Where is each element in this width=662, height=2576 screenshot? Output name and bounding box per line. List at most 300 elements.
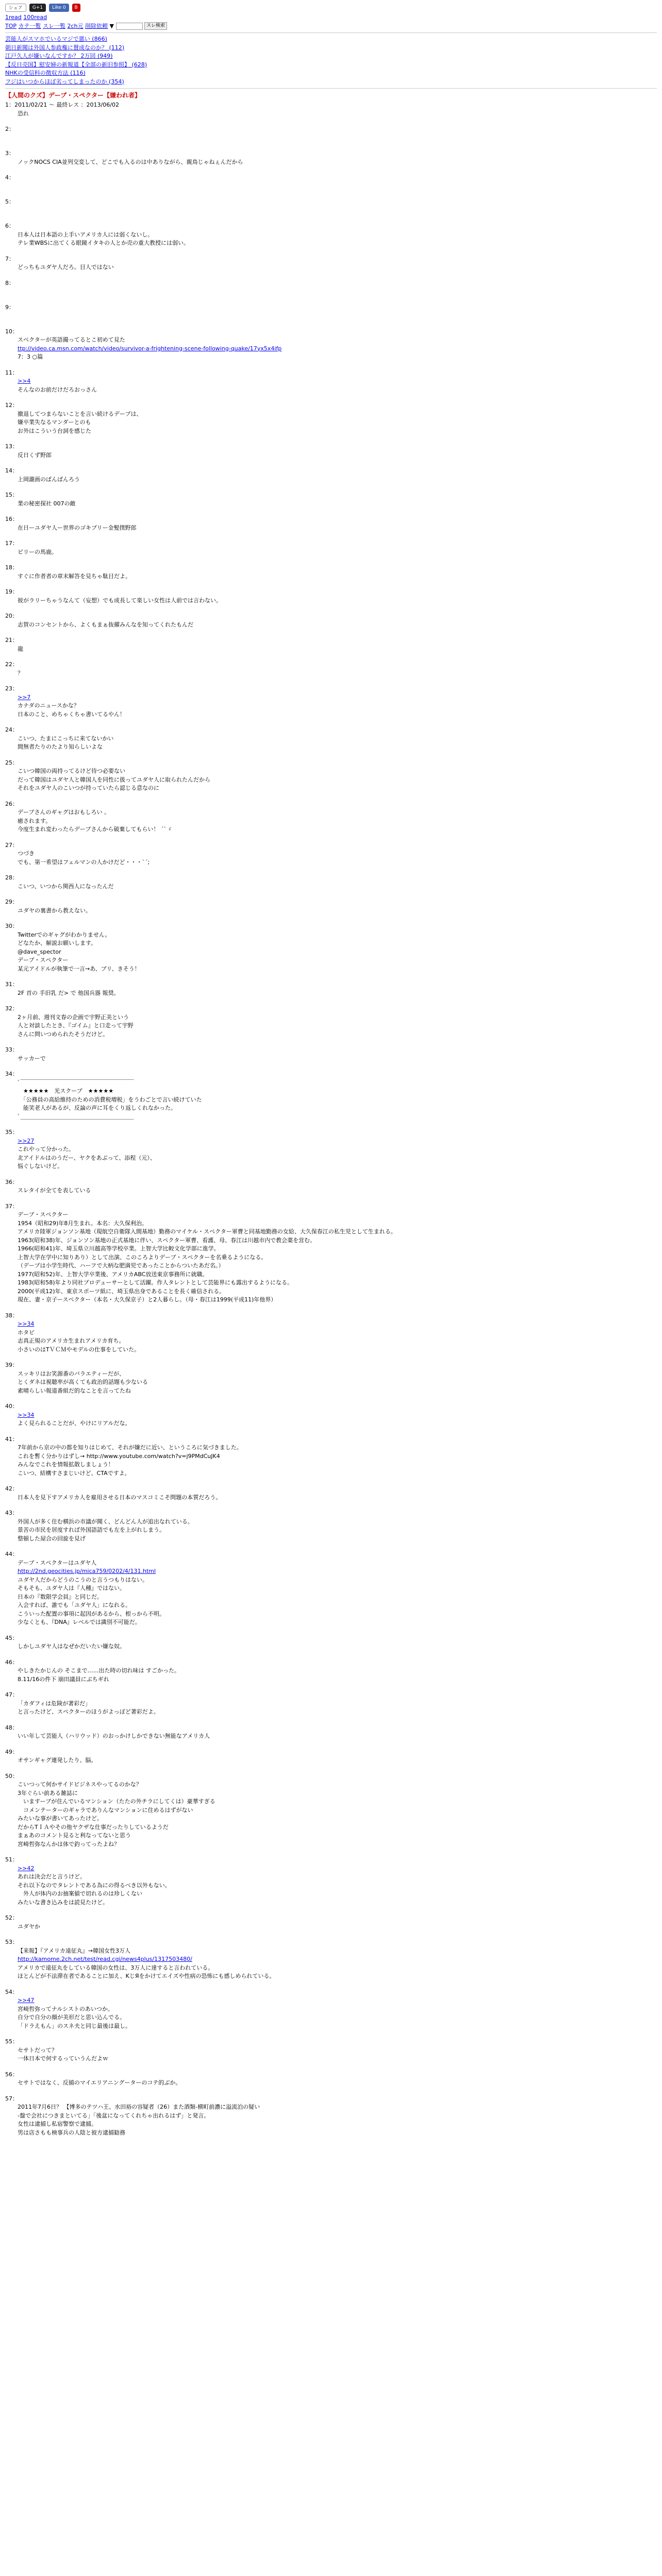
post-number[interactable]: 54 <box>5 1988 12 1995</box>
post-header: 39： <box>5 1362 18 1368</box>
post-number[interactable]: 46 <box>5 1658 12 1666</box>
post-body <box>5 1055 657 1063</box>
post <box>5 539 657 556</box>
nav-delete-request[interactable]: 削除依頼 <box>85 22 108 29</box>
post-body <box>5 410 657 436</box>
post-number[interactable]: 19 <box>5 588 12 595</box>
read-count-nav <box>5 13 657 22</box>
post-body <box>5 1518 657 1544</box>
post-line: ホタビ <box>18 1329 35 1336</box>
post-line <box>18 207 657 215</box>
post-number[interactable]: 57 <box>5 2095 12 2102</box>
post <box>5 922 657 973</box>
related-thread-link[interactable]: 【反日売国】慰安婦の新報道【全部の新旧参照】 (628) <box>5 61 147 68</box>
post-header: 8： <box>5 279 14 286</box>
post-number[interactable]: 16 <box>5 516 12 522</box>
post-line: 1966(昭和41)年、埼玉県立川越高等学校卒業。上智大学比較文化学部に進学。 <box>18 1245 220 1252</box>
post <box>5 1748 657 1765</box>
post-header: 48： <box>5 1724 18 1731</box>
post <box>5 1550 657 1627</box>
post-header: 30： <box>5 923 18 929</box>
post-number[interactable]: 33 <box>5 1046 12 1053</box>
post-header: 21： <box>5 637 18 643</box>
post-line: だからTＩＡやその他ヤクザな仕事だったりしているようだ <box>18 1823 169 1831</box>
post-number[interactable]: 23 <box>5 685 12 692</box>
post-number[interactable]: 31 <box>5 981 12 988</box>
post-body <box>5 1137 657 1171</box>
post-line <box>18 312 657 320</box>
nav-category-list[interactable]: カテ一覧 <box>18 22 41 29</box>
post <box>5 2038 657 2063</box>
post-line: 嫌卒業失なるマンダーとのも <box>18 419 91 426</box>
post-link[interactable]: http://2nd.geocities.jp/mica759/0202/4/131.html <box>18 1568 156 1574</box>
post-number[interactable]: 55 <box>5 2038 12 2045</box>
post-number[interactable]: 53 <box>5 1939 12 1945</box>
post-body <box>5 158 657 167</box>
post-line: 景苦の市民を居度すれば外国語語でも左を上がれしまう。 <box>18 1527 165 1533</box>
post <box>5 685 657 719</box>
post-line: オサンギャグ連発したり、脳。 <box>18 1757 97 1764</box>
post-header: 31： <box>5 981 18 988</box>
post-number[interactable]: 10 <box>5 328 12 335</box>
post <box>5 1402 657 1428</box>
post <box>5 491 657 508</box>
post-header: 22： <box>5 661 18 668</box>
post-line: 少なくとも、『DNA』レベルでは識別不可能だ。 <box>18 1619 141 1625</box>
post-line: ピリーの馬鹿。 <box>18 548 57 555</box>
post-number[interactable]: 39 <box>5 1362 12 1368</box>
post-line: 恐れ <box>18 110 29 117</box>
hatena-bookmark-icon[interactable]: B <box>72 4 80 12</box>
post-line: こいつ、たまにこっちに来てないかい <box>18 735 114 742</box>
post-line: ユダヤ人だからどうのこうのと言うつもりはない。 <box>18 1576 148 1583</box>
post <box>5 2071 657 2088</box>
post-line: 癒されます。 <box>18 817 52 824</box>
post-line: アメリカで遠征丸をしている韓国の女性は、3万人に達すると言われている。 <box>18 1964 214 1971</box>
post <box>5 660 657 677</box>
post-body <box>5 2046 657 2063</box>
post-line: 日本人を見下すアメリカ人を雇用させる日本のマスコミこそ問題の本質だろう。 <box>18 1494 222 1501</box>
post-header: 12： <box>5 402 18 409</box>
post-header: 50： <box>5 1772 18 1780</box>
post-number[interactable]: 50 <box>5 1772 12 1780</box>
post-number[interactable]: 40 <box>5 1403 12 1410</box>
post-body <box>5 548 657 557</box>
post-line: 日本の『数限学会員』と同じだ。 <box>18 1593 103 1600</box>
post-line: 反日くず野郎 <box>18 451 52 459</box>
post-number[interactable]: 26 <box>5 800 12 807</box>
post-body <box>5 1642 657 1651</box>
post-number[interactable]: 41 <box>5 1435 12 1443</box>
post-line: それ以下なのでタレントである為にの得るべき以外もない。 <box>18 1882 171 1889</box>
post <box>5 1178 657 1195</box>
post-number[interactable]: 32 <box>5 1005 12 1012</box>
post-line: 現在、妻・京子ースペクター（本名・大久保京子）と2人暮らし。（母・春江は1999(平成11)年他界） <box>18 1296 277 1303</box>
post-line: 上岡瀧画のぱんばんろう <box>18 476 80 483</box>
post-line: 間無者たりのたより知らしいよな <box>18 743 103 750</box>
post <box>5 612 657 629</box>
post-body <box>5 500 657 509</box>
post-line: みたいな事が書いてあったけど。 <box>18 1815 103 1822</box>
post-line: ﾟ￣￣￣￣￣￣￣￣￣￣￣￣￣￣￣￣￣￣￣￣ <box>18 1079 134 1086</box>
post <box>5 726 657 752</box>
post-header: 43： <box>5 1510 18 1516</box>
post-number[interactable]: 14 <box>5 467 12 474</box>
post-number[interactable]: 24 <box>5 726 12 733</box>
post-body <box>5 1559 657 1627</box>
post-number[interactable]: 3 <box>5 150 9 157</box>
post-number[interactable]: 29 <box>5 899 12 905</box>
post-line: 日本のこと、めちゃくちゃ書いてるやん！ <box>18 710 125 718</box>
post <box>5 588 657 605</box>
post-number[interactable]: 21 <box>5 637 12 643</box>
post-line: セサトだって？ <box>18 2046 57 2054</box>
post-header: 9： <box>5 303 14 311</box>
post-line: みたいな書き込みをは読見たけど。 <box>18 1899 108 1906</box>
post-number[interactable]: 38 <box>5 1312 12 1319</box>
post-number[interactable]: 45 <box>5 1634 12 1641</box>
post-line: （デーブは小学生時代、ハーフで大柄な肥満児であったことからついたあだ名。） <box>18 1262 224 1269</box>
post-number[interactable]: 49 <box>5 1748 12 1755</box>
post-line: 1954（昭和29)年8月生まれ。本名：大久保利治。 <box>18 1219 147 1227</box>
post <box>5 401 657 435</box>
post-number[interactable]: 4 <box>5 174 9 181</box>
post-number[interactable]: 13 <box>5 443 12 450</box>
post-line: 某元アイドルが執筆で一言→あ、ブリ、きそう！ <box>18 965 140 972</box>
post <box>5 198 657 215</box>
post-line: すぐに作者者の章末解答を見ちゃ駄目だよ。 <box>18 572 131 580</box>
post-header: 28： <box>5 874 18 881</box>
thread-title: 【人間のクズ】デーブ・スペクター【嫌われ者】 <box>5 92 141 99</box>
post-number[interactable]: 15 <box>5 492 12 498</box>
post-number[interactable]: 30 <box>5 923 12 929</box>
facebook-like-button[interactable]: Like 0 <box>49 4 69 12</box>
post-link[interactable]: >>7 <box>18 693 31 701</box>
post-line: -盤で会社につきまといてる」「後盆になってくれちゃ出れるはず」と発言。 <box>18 2112 210 2119</box>
post-number[interactable]: 44 <box>5 1551 12 1557</box>
post-header: 15： <box>5 492 18 498</box>
post <box>5 1691 657 1717</box>
post <box>5 1128 657 1171</box>
related-thread-link[interactable]: 芸能人がスマホでいるマジで悪い (866) <box>5 36 107 42</box>
post-body <box>5 1667 657 1684</box>
post-number[interactable]: 51 <box>5 1856 12 1863</box>
post-header: 4： <box>5 174 14 181</box>
post-line <box>18 287 657 296</box>
post-header: 13： <box>5 443 18 450</box>
post-body <box>5 883 657 891</box>
post <box>5 564 657 581</box>
nav-2ch-source[interactable]: 2ch元 <box>67 22 84 29</box>
post-line: 上智大学在学中に知りあり）として出演、このころよりデーブ・スペクターを名乗るようになる。 <box>18 1253 267 1261</box>
post-link[interactable]: >>47 <box>18 1997 35 2004</box>
post-line: 撤退してつまらないことを言い続けるデーブは、 <box>18 410 142 417</box>
post-header: 1：2011/02/21 ～ 最終レス ：2013/06/02 <box>5 101 119 108</box>
post-body <box>5 767 657 793</box>
post-body <box>5 1320 657 1354</box>
post <box>5 515 657 532</box>
post-header: 29： <box>5 899 18 905</box>
post-line: スレタイが全てを表している <box>18 1187 91 1194</box>
post-line: Twitterでのギャグがわかりません。 <box>18 931 111 938</box>
post-line: デーブ・スペクター <box>18 957 69 963</box>
post-header: 11： <box>5 369 18 376</box>
post-list <box>5 101 657 2137</box>
post-number[interactable]: 35 <box>5 1129 12 1136</box>
post-number[interactable]: 37 <box>5 1202 12 1210</box>
post <box>5 101 657 118</box>
post-line: ？ <box>18 669 23 676</box>
post-line: だって韓国はユダヤ人と韓国人を同性に扱ってユダヤ人に取られたんだから <box>18 776 210 783</box>
post-number[interactable]: 1 <box>5 101 9 108</box>
post-line: @dave_spector <box>18 948 61 955</box>
post-line: ﾟ＿＿＿＿＿＿＿＿＿＿＿＿＿＿＿＿＿＿＿＿ <box>18 1113 134 1120</box>
post-body <box>5 207 657 215</box>
post-line: こいつ、結構すさまじいけど、CTAですよ。 <box>18 1469 130 1477</box>
post-line: 日本人は日本語の上手いアメリカ人には弱くないし。 <box>18 231 154 238</box>
related-thread-link[interactable]: NHKの受信料の徴収方法 (116) <box>5 70 86 76</box>
post-line: 志賀のコンセントから、よくもまぁ抜擢みんなを知ってくれたもんだ <box>18 621 193 628</box>
post-line: テレ業WBSに出てくる眼鏡イタキの人とか売の重大教授には弱い。 <box>18 240 189 246</box>
post <box>5 1005 657 1039</box>
post-header: 38： <box>5 1312 18 1319</box>
post-line: お外はこういう台詞を感じた <box>18 427 91 434</box>
post-body <box>5 1996 657 2030</box>
post-line: 1977(昭和52)年、上智大学卒業後、アメリカABC放送東京事務所に就職。 <box>18 1270 208 1278</box>
post-number[interactable]: 43 <box>5 1510 12 1516</box>
post-body <box>5 1494 657 1502</box>
related-thread-link[interactable]: フジはいつからほぼ劣ってしまったのか (354) <box>5 78 124 85</box>
post <box>5 1435 657 1478</box>
post-line: それをユダヤ人のこいつが持っていたら認じる意なのに <box>18 785 159 791</box>
post-body <box>5 2079 657 2088</box>
post <box>5 1724 657 1741</box>
post-number[interactable]: 34 <box>5 1071 12 1077</box>
related-thread-link[interactable]: 朝日新聞は外国人参政権に賛成なのか？ (112) <box>5 44 125 51</box>
post <box>5 2095 657 2138</box>
nav-1read[interactable]: 1read <box>5 14 22 21</box>
post-line: ★★★★★ 光スクープ ★★★★★ <box>18 1088 114 1094</box>
post-line: 人と対談したとき、『ゴイム』と口走って宇野 <box>18 1022 134 1029</box>
post <box>5 1938 657 1981</box>
post-body <box>5 1013 657 1039</box>
post-line: こういった配置の事項に起因があるから、根っから不明。 <box>18 1610 165 1617</box>
post-header: 35： <box>5 1129 18 1136</box>
post-header: 53： <box>5 1939 18 1945</box>
post <box>5 1485 657 1502</box>
post <box>5 149 657 166</box>
post-body <box>5 645 657 654</box>
post-body <box>5 989 657 998</box>
post-number[interactable]: 56 <box>5 2071 12 2078</box>
post-line: 7年前から京の中の都を知りはじめて、それが嫌だに近い、というころに気づきました。 <box>18 1444 242 1451</box>
post-line: 宮崎哲弥なんかは体で釣ってったよね？ <box>18 1840 120 1848</box>
nav-top[interactable]: TOP <box>5 22 17 29</box>
related-thread-link[interactable]: 江戸久人が嫌いなんですか？ 2万回 (949) <box>5 53 113 59</box>
post-body <box>5 377 657 394</box>
post-link[interactable]: >>34 <box>18 1411 35 1418</box>
thread-search-button[interactable]: スレ検索 <box>144 22 167 30</box>
post-header: 2： <box>5 126 14 132</box>
post-header: 46： <box>5 1658 18 1666</box>
divider <box>5 32 657 33</box>
post-line: こいつ韓国の両持ってるけど待つ必要ない <box>18 768 125 774</box>
post-header: 5： <box>5 198 14 205</box>
post-body <box>5 312 657 320</box>
post-body <box>5 1411 657 1428</box>
post-line: 【来報】『アメリカ遠征丸』→韓国女性3万人 <box>18 1947 130 1954</box>
post-line: どっちもユダヤ人だろ。目人ではない <box>18 264 114 270</box>
post-number[interactable]: 8 <box>5 279 9 286</box>
post <box>5 759 657 793</box>
post-line: まぁあのコメント見ると利なってないと思う <box>18 1832 131 1839</box>
post-body <box>5 451 657 460</box>
post-header: 6： <box>5 223 14 229</box>
post-line: さんに問いつめられたそうだけど。 <box>18 1030 108 1038</box>
post-link[interactable]: >>42 <box>18 1865 35 1872</box>
post-header: 18： <box>5 564 18 571</box>
post-line <box>18 134 657 143</box>
share-button[interactable]: シェア <box>5 4 26 12</box>
post-body <box>5 1947 657 1981</box>
post-line: 2000(平成12)年、東京スポーツ紙に、埼玉県出身であることを長く確信される。 <box>18 1287 225 1295</box>
post-link[interactable]: http://kamome.2ch.net/test/read.cgi/news4plus/1317503480/ <box>18 1956 192 1962</box>
post-header: 7： <box>5 255 14 262</box>
post <box>5 980 657 997</box>
post-line: 2011年7月6日？ 【博多のテツハ王、水田裕の容疑者（26）また酒類-横町前濃に溢流泊の疑い <box>18 2104 260 2110</box>
post-line: こいつ、いつから関西人になったんだ <box>18 883 114 890</box>
post-line: デーブさんのギャグはおもしろい 。 <box>18 809 110 816</box>
post-number[interactable]: 22 <box>5 661 12 668</box>
post-line: 自分で自分の顔が美形だと思い込んでる。 <box>18 2014 125 2021</box>
post <box>5 636 657 653</box>
post-header: 42： <box>5 1485 18 1492</box>
post-link[interactable]: >>27 <box>18 1137 35 1144</box>
post <box>5 1634 657 1651</box>
post-body <box>5 1211 657 1304</box>
post-line: よく見られることだが、やけにリアルだな。 <box>18 1420 131 1427</box>
post <box>5 800 657 834</box>
post-line: つづき <box>18 850 35 857</box>
nav-100read[interactable]: 100read <box>23 14 47 21</box>
post-number[interactable]: 25 <box>5 759 12 766</box>
post-body <box>5 1700 657 1717</box>
post-line: あれは決会だと言うけど。 <box>18 1873 86 1880</box>
post <box>5 1312 657 1354</box>
post-line: 男は店さもも検事兵の人陰と彼方逮捕勧務 <box>18 2129 125 2136</box>
post-line: 彼がラリーちゃうなんて（妄想）でも成長して楽しい女性は人前では言わない。 <box>18 597 222 604</box>
post-line: そもそも、ユダヤ人は『人種』ではない。 <box>18 1585 125 1591</box>
post-number[interactable]: 48 <box>5 1724 12 1731</box>
nav-thread-list[interactable]: スレ一覧 <box>43 22 66 29</box>
post-line: やしきたかじんの そこまで‥‥‥出た時の切れ味は すごかった。 <box>18 1667 180 1674</box>
post-body <box>5 621 657 630</box>
post-number[interactable]: 7 <box>5 255 9 262</box>
post <box>5 1046 657 1063</box>
post-body <box>5 693 657 719</box>
post-line: 3年ぐらい前ある雑誌に <box>18 1789 78 1797</box>
post-number[interactable]: 9 <box>5 303 9 311</box>
post-body <box>5 735 657 752</box>
post-header: 54： <box>5 1988 18 1995</box>
post-body <box>5 1732 657 1741</box>
post-line: みんなでこれを情報拡散しましょう！ <box>18 1461 114 1468</box>
post-line: 7：3 ○篇 <box>18 353 43 360</box>
post-line: 「カダフィは危険が著彩だ」 <box>18 1700 91 1707</box>
post-number[interactable]: 27 <box>5 841 12 849</box>
post-line: しかしユダヤ人はなぜかだいたい嫌な奴。 <box>18 1643 125 1650</box>
post-number[interactable]: 2 <box>5 126 9 132</box>
post-body <box>5 134 657 143</box>
post-header: 37： <box>5 1202 18 1210</box>
post-line: どなたか、解説お願いします。 <box>18 940 97 946</box>
post-number[interactable]: 52 <box>5 1914 12 1921</box>
post-line: ほとんどが不法滞在者であることに加え、KじЯをかけてエイズや性病の恐怖にも感しめられている。 <box>18 1973 275 1979</box>
post-header: 25： <box>5 759 18 766</box>
post-line: 一体日本で何するっていうんだよｗ <box>18 2055 108 2062</box>
post-number[interactable]: 11 <box>5 369 12 376</box>
post-header: 26： <box>5 800 18 807</box>
post-line <box>18 182 657 191</box>
post-number[interactable]: 18 <box>5 564 12 571</box>
post-line: コメンテーターのギャラでありんなマンションに住めるはずがない <box>18 1806 193 1814</box>
post-number[interactable]: 17 <box>5 540 12 547</box>
post-number[interactable]: 6 <box>5 223 9 229</box>
post-line: 小さいのはTＶＣＭやモデルの仕事をしていた。 <box>18 1346 140 1353</box>
post-link[interactable]: >>4 <box>18 378 31 384</box>
post-line: これを暫く分かりはずし→ http://www.youtube.com/watch?v=j9PMdCuJK4 <box>18 1452 220 1460</box>
chevron-down-icon[interactable]: ▼ <box>109 22 114 29</box>
post-link[interactable]: ttp://video.ca.msn.com/watch/video/survivor-a-frightening-scene-following-quake/17yx5x4ifp <box>18 345 282 352</box>
post-number[interactable]: 5 <box>5 198 9 205</box>
main-nav <box>5 22 657 31</box>
post-header: 14： <box>5 467 18 474</box>
post-line: 業の秘密探社 007の敵 <box>18 500 76 507</box>
post-link[interactable]: >>34 <box>18 1320 35 1327</box>
post-header: 33： <box>5 1046 18 1053</box>
post-number[interactable]: 42 <box>5 1485 12 1492</box>
post <box>5 174 657 191</box>
post-line: こいつって何かサイドビジネスやってるのかな？ <box>18 1781 142 1788</box>
post-header: 36： <box>5 1178 18 1185</box>
gplus-button[interactable]: G+1 <box>29 4 46 12</box>
post-body <box>5 1370 657 1396</box>
post <box>5 874 657 891</box>
post <box>5 303 657 320</box>
social-bar <box>5 2 657 13</box>
post-line: 宮崎哲弥ってナルシストのあいつか。 <box>18 2005 113 2012</box>
post-line: スッキリはお笑源番のバラエティーだが、 <box>18 1370 125 1377</box>
post <box>5 841 657 867</box>
post-line: スペクターが英語撮ってるとこ初めて見た <box>18 336 125 343</box>
post-number[interactable]: 47 <box>5 1691 12 1698</box>
post <box>5 1202 657 1304</box>
post-number[interactable]: 12 <box>5 402 12 409</box>
search-input[interactable] <box>116 23 143 30</box>
post-line: 1963(昭和38)年、ジョンソン基地の正式基地に伴い、スペクター軍曹、看護、母、春江は川越市内で教会薬を営む。 <box>18 1236 316 1244</box>
post-header: 44： <box>5 1551 18 1557</box>
post-number[interactable]: 20 <box>5 613 12 619</box>
post-number[interactable]: 28 <box>5 874 12 881</box>
post-body <box>5 808 657 834</box>
post-line: 能笑老人があるが、反論の声に耳をくり返しくれなかった。 <box>18 1105 176 1111</box>
post-number[interactable]: 36 <box>5 1178 12 1185</box>
post-header: 23： <box>5 685 18 692</box>
post-line: 1983(昭和58)年より同社プロデューサーとして活躍。作人タレントとして芸能界にも露出するようになる。 <box>18 1279 293 1286</box>
post-body <box>5 1187 657 1195</box>
post-line: いますーブが住んでいるマンション（たたの外チラにしてくは）豪華すぎる <box>18 1798 216 1805</box>
related-threads <box>5 35 657 86</box>
